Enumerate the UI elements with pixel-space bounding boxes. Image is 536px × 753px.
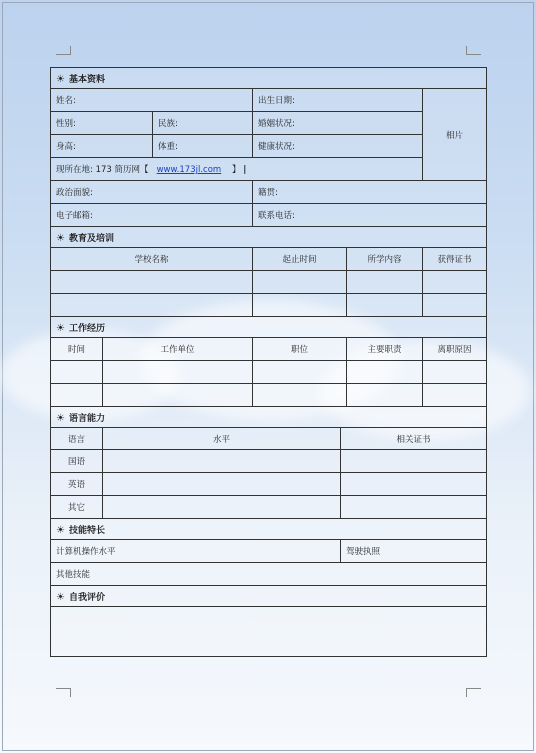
table-row <box>51 384 487 407</box>
table-row <box>51 473 487 496</box>
section-skills-header <box>51 519 487 540</box>
work-cell[interactable] <box>253 361 347 384</box>
work-cell[interactable] <box>347 384 423 407</box>
margin-mark <box>56 688 71 697</box>
section-title: 语言能力 <box>68 413 105 424</box>
edu-cell[interactable] <box>423 294 487 317</box>
other-skills-field[interactable]: 其他技能 <box>51 563 487 586</box>
work-header: 时间 <box>51 338 103 361</box>
height-field[interactable]: 身高: <box>51 135 153 158</box>
lang-level-cell[interactable] <box>103 450 341 473</box>
lang-level-cell[interactable] <box>103 473 341 496</box>
edu-header: 学校名称 <box>51 248 253 271</box>
lang-level-cell[interactable] <box>103 496 341 519</box>
work-header: 工作单位 <box>103 338 253 361</box>
sun-icon: ☀ <box>56 73 65 85</box>
section-work-header <box>51 317 487 338</box>
ethnicity-field[interactable]: 民族: <box>153 112 253 135</box>
text-cursor: | <box>243 165 247 175</box>
edu-cell[interactable] <box>347 294 423 317</box>
work-cell[interactable] <box>253 384 347 407</box>
lang-cert-cell[interactable] <box>341 473 487 496</box>
edu-header: 获得证书 <box>423 248 487 271</box>
weight-field[interactable]: 体重: <box>153 135 253 158</box>
marital-field[interactable]: 婚姻状况: <box>253 112 423 135</box>
license-field[interactable]: 驾驶执照 <box>341 540 487 563</box>
sun-icon: ☀ <box>56 412 65 424</box>
section-title: 自我评价 <box>68 592 105 603</box>
lang-name: 英语 <box>51 473 103 496</box>
name-field[interactable]: 姓名: <box>51 89 253 112</box>
margin-mark <box>466 46 481 55</box>
section-title: 教育及培训 <box>68 233 114 244</box>
work-header: 主要职责 <box>347 338 423 361</box>
section-title: 工作经历 <box>68 323 105 334</box>
health-field[interactable]: 健康状况: <box>253 135 423 158</box>
section-title: 技能特长 <box>68 525 105 536</box>
lang-header: 水平 <box>103 428 341 450</box>
lang-name: 国语 <box>51 450 103 473</box>
sun-icon: ☀ <box>56 322 65 334</box>
sun-icon: ☀ <box>56 232 65 244</box>
work-header: 离职原因 <box>423 338 487 361</box>
edu-header: 起止时间 <box>253 248 347 271</box>
lang-header: 语言 <box>51 428 103 450</box>
work-cell[interactable] <box>51 384 103 407</box>
political-field[interactable]: 政治面貌: <box>51 181 253 204</box>
edu-cell[interactable] <box>347 271 423 294</box>
work-cell[interactable] <box>51 361 103 384</box>
gender-field[interactable]: 性别: <box>51 112 153 135</box>
birth-field[interactable]: 出生日期: <box>253 89 423 112</box>
photo-cell[interactable]: 相片 <box>423 89 487 181</box>
self-evaluation-area[interactable] <box>51 607 487 657</box>
section-basic-header <box>51 68 487 89</box>
resume-table <box>50 67 487 657</box>
work-cell[interactable] <box>423 361 487 384</box>
edu-cell[interactable] <box>423 271 487 294</box>
address-label: 现所在地: 173 简历网【 <box>56 165 149 175</box>
table-row <box>51 271 487 294</box>
work-header: 职位 <box>253 338 347 361</box>
section-education-header <box>51 227 487 248</box>
section-self-header <box>51 586 487 607</box>
address-field[interactable] <box>51 158 423 181</box>
site-link[interactable]: www.173jl.com <box>156 165 222 175</box>
computer-skill-field[interactable]: 计算机操作水平 <box>51 540 341 563</box>
lang-cert-cell[interactable] <box>341 450 487 473</box>
edu-header: 所学内容 <box>347 248 423 271</box>
sun-icon: ☀ <box>56 524 65 536</box>
sun-icon: ☀ <box>56 591 65 603</box>
edu-cell[interactable] <box>51 294 253 317</box>
margin-mark <box>56 46 71 55</box>
edu-cell[interactable] <box>253 271 347 294</box>
work-cell[interactable] <box>103 361 253 384</box>
native-field[interactable]: 籍贯: <box>253 181 487 204</box>
lang-cert-cell[interactable] <box>341 496 487 519</box>
email-field[interactable]: 电子邮箱: <box>51 204 253 227</box>
edu-cell[interactable] <box>51 271 253 294</box>
phone-field[interactable]: 联系电话: <box>253 204 487 227</box>
lang-header: 相关证书 <box>341 428 487 450</box>
work-cell[interactable] <box>347 361 423 384</box>
section-title: 基本资料 <box>68 74 105 85</box>
edu-cell[interactable] <box>253 294 347 317</box>
lang-name: 其它 <box>51 496 103 519</box>
table-row <box>51 450 487 473</box>
table-row <box>51 361 487 384</box>
address-bracket: 】 <box>232 165 241 175</box>
table-row <box>51 496 487 519</box>
table-row <box>51 294 487 317</box>
work-cell[interactable] <box>423 384 487 407</box>
section-language-header <box>51 407 487 428</box>
work-cell[interactable] <box>103 384 253 407</box>
margin-mark <box>466 688 481 697</box>
